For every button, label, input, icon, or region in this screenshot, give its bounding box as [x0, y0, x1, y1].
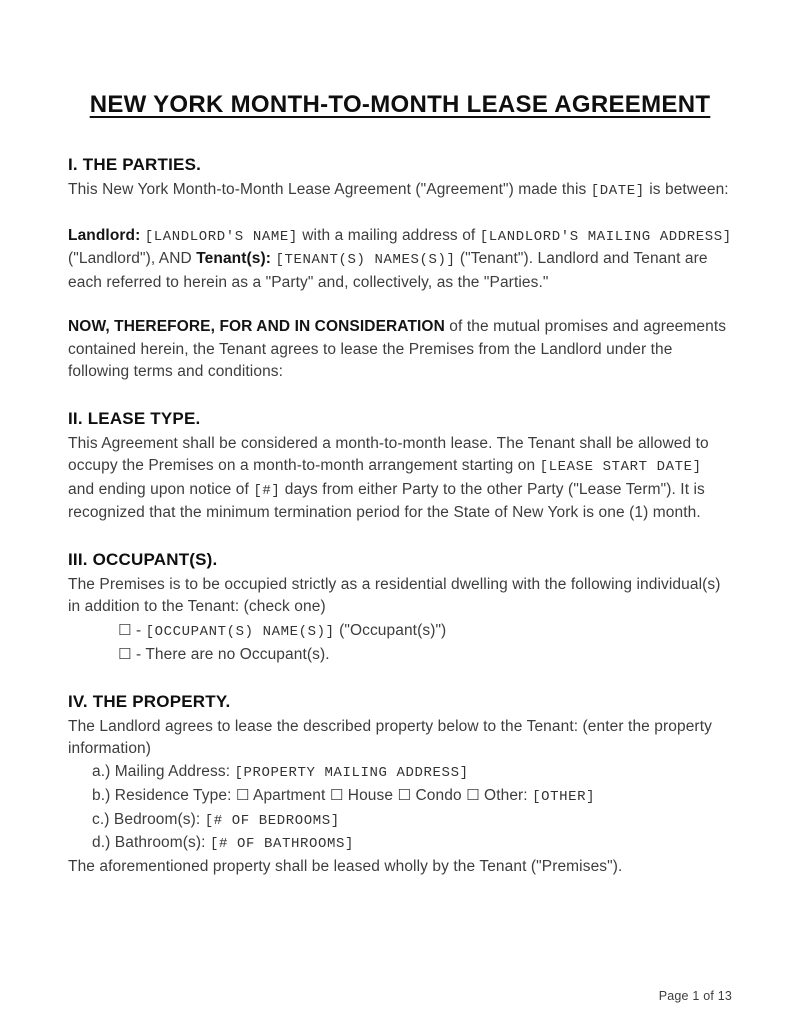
placeholder-field: [OTHER]	[532, 789, 596, 805]
section	[68, 549, 732, 667]
section-heading: IV. THE PROPERTY.	[68, 691, 231, 711]
document-line	[68, 761, 732, 785]
paragraph	[68, 716, 732, 761]
checkbox-icon: ☐	[329, 786, 344, 804]
document-body	[68, 154, 732, 878]
placeholder-field: [#]	[253, 482, 281, 499]
bold-text-run: NOW, THEREFORE, FOR AND IN CONSIDERATION	[68, 318, 445, 335]
bold-text-run: Tenant(s):	[196, 250, 272, 267]
placeholder-field: [PROPERTY MAILING ADDRESS]	[234, 764, 469, 781]
text-run: and ending upon notice of	[68, 480, 254, 498]
section	[68, 408, 732, 525]
placeholder-field: [LANDLORD'S NAME]	[144, 228, 298, 245]
text-run: with a mailing address of	[297, 226, 480, 244]
placeholder-field: [OCCUPANT(S) NAME(S)]	[145, 623, 335, 640]
document-line	[68, 809, 732, 833]
document-line	[68, 784, 732, 809]
checkbox-icon: ☐	[397, 786, 412, 804]
section-heading: I. THE PARTIES.	[68, 155, 202, 174]
checkbox-icon: ☐	[118, 645, 132, 663]
placeholder-field: [DATE]	[590, 183, 645, 199]
document-title: NEW YORK MONTH-TO-MONTH LEASE AGREEMENT	[89, 91, 711, 118]
section-heading: III. OCCUPANT(S).	[68, 549, 218, 569]
text-run: a.) Mailing Address:	[92, 762, 235, 780]
text-run: c.) Bedroom(s):	[92, 810, 205, 828]
placeholder-field: [# OF BATHROOMS]	[209, 836, 355, 852]
document-line	[68, 619, 732, 644]
section-heading: II. LEASE TYPE.	[68, 408, 201, 428]
paragraph	[68, 433, 732, 525]
text-run: ("Occupant(s)")	[334, 621, 447, 639]
placeholder-field: [# OF BEDROOMS]	[204, 812, 340, 829]
checkbox-icon: ☐	[466, 786, 480, 804]
placeholder-field: [LANDLORD'S MAILING ADDRESS]	[479, 228, 732, 245]
text-run: is between:	[644, 181, 729, 198]
text-run: This Agreement shall be considered a month-to-month lease. The Tenant shall be allowed to occupy the Premises on a month-to-month arrangement starting on	[68, 434, 709, 474]
section	[68, 691, 732, 879]
paragraph	[68, 856, 732, 879]
paragraph	[68, 316, 732, 384]
checkbox-icon: ☐	[235, 786, 250, 804]
text-run: - There are no Occupant(s).	[131, 646, 330, 663]
text-run: -	[131, 621, 146, 639]
placeholder-field: [TENANT(S) NAMES(S)]	[275, 252, 456, 268]
text-run: The Landlord agrees to lease the described property below to the Tenant: (enter the property information)	[68, 717, 712, 757]
text-run: days from either Party to the other Party ("Lease Term"). It is recognized that the minimum termination period for the State of New York is one (1) month.	[68, 480, 705, 521]
text-run: b.) Residence Type:	[92, 787, 236, 804]
text-run: Other:	[479, 787, 533, 804]
text-run: ("Tenant"). Landlord and Tenant are each referred to herein as a "Party" and, collectively, as the "Parties."	[68, 250, 708, 291]
placeholder-field: [LEASE START DATE]	[539, 459, 702, 475]
text-run: House	[343, 787, 398, 804]
document-line	[68, 832, 732, 856]
text-run: The Premises is to be occupied strictly as a residential dwelling with the following individual(s) in addition to the Tenant: (check one)	[68, 575, 721, 615]
text-run: of the mutual promises and agreements contained herein, the Tenant agrees to lease the Premises from the Landlord under the following terms and conditions:	[68, 318, 727, 380]
bold-text-run: Landlord:	[68, 226, 141, 244]
text-run: d.) Bathroom(s):	[92, 834, 210, 851]
text-run: ("Landlord"), AND	[68, 250, 197, 267]
page-number: Page 1 of 13	[658, 989, 732, 1003]
paragraph	[68, 574, 732, 619]
text-run: The aforementioned property shall be leased wholly by the Tenant ("Premises").	[68, 857, 623, 875]
section	[68, 154, 732, 384]
text-run: This New York Month-to-Month Lease Agreement ("Agreement") made this	[68, 181, 591, 198]
paragraph	[68, 225, 732, 295]
text-run: Condo	[411, 787, 467, 804]
checkbox-icon: ☐	[118, 620, 132, 639]
paragraph	[68, 179, 732, 203]
document-line	[68, 643, 732, 667]
text-run: Apartment	[249, 787, 330, 804]
